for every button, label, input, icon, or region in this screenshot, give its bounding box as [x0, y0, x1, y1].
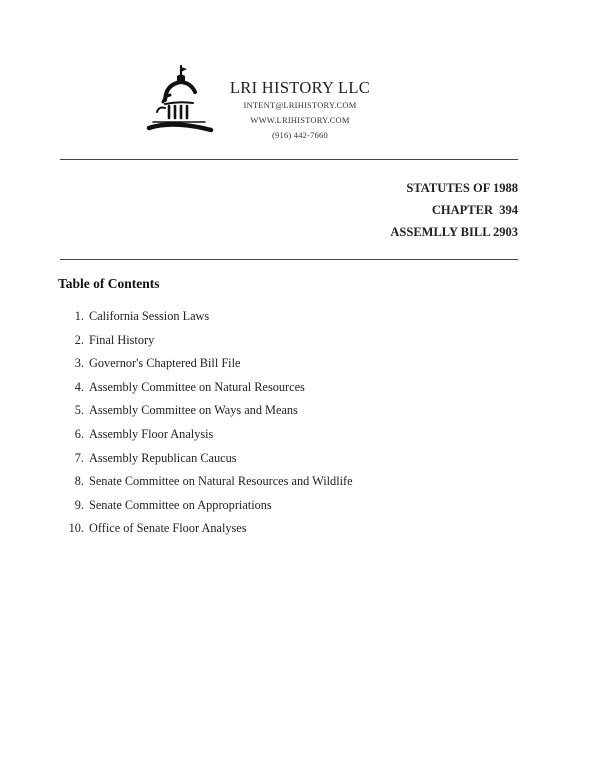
- company-name: LRI HISTORY LLC: [229, 78, 371, 97]
- toc-item-label: Senate Committee on Natural Resources and Wildlife: [89, 474, 353, 489]
- toc-item-label: Final History: [89, 332, 155, 347]
- top-divider: [60, 159, 518, 160]
- toc-item-label: Governor's Chaptered Bill File: [89, 356, 241, 371]
- toc-item-number: 3.: [74, 356, 84, 371]
- company-website: WWW.LRIHISTORY.COM: [250, 115, 350, 125]
- toc-item-number: 4.: [74, 379, 84, 394]
- company-email: INTENT@LRIHISTORY.COM: [243, 100, 357, 110]
- statute-chapter: CHAPTER 394: [431, 203, 518, 217]
- toc-heading: Table of Contents: [58, 276, 160, 291]
- toc-item-number: 5.: [74, 403, 84, 418]
- toc-item-label: Office of Senate Floor Analyses: [89, 521, 247, 536]
- toc-item-label: Assembly Floor Analysis: [89, 426, 214, 441]
- toc-item-number: 9.: [74, 497, 84, 512]
- toc-item-number: 8.: [74, 474, 84, 489]
- toc-item-label: California Session Laws: [89, 309, 210, 323]
- toc-item-number: 6.: [74, 426, 84, 441]
- toc-item-number: 1.: [74, 309, 84, 323]
- statute-bill: ASSEMLLY BILL 2903: [390, 225, 518, 239]
- toc-item-label: Assembly Committee on Natural Resources: [89, 379, 305, 394]
- toc-item-number: 7.: [74, 450, 84, 465]
- bottom-divider: [60, 259, 518, 260]
- capitol-dome-logo: [143, 62, 215, 140]
- statute-year: STATUTES OF 1988: [406, 181, 518, 195]
- toc-item-number: 10.: [68, 521, 84, 536]
- toc-item-number: 2.: [74, 332, 84, 347]
- company-phone: (916) 442-7660: [272, 130, 328, 140]
- toc-item-label: Assembly Committee on Ways and Means: [89, 403, 298, 418]
- toc-item-label: Senate Committee on Appropriations: [89, 497, 272, 512]
- toc-item-label: Assembly Republican Caucus: [89, 450, 237, 465]
